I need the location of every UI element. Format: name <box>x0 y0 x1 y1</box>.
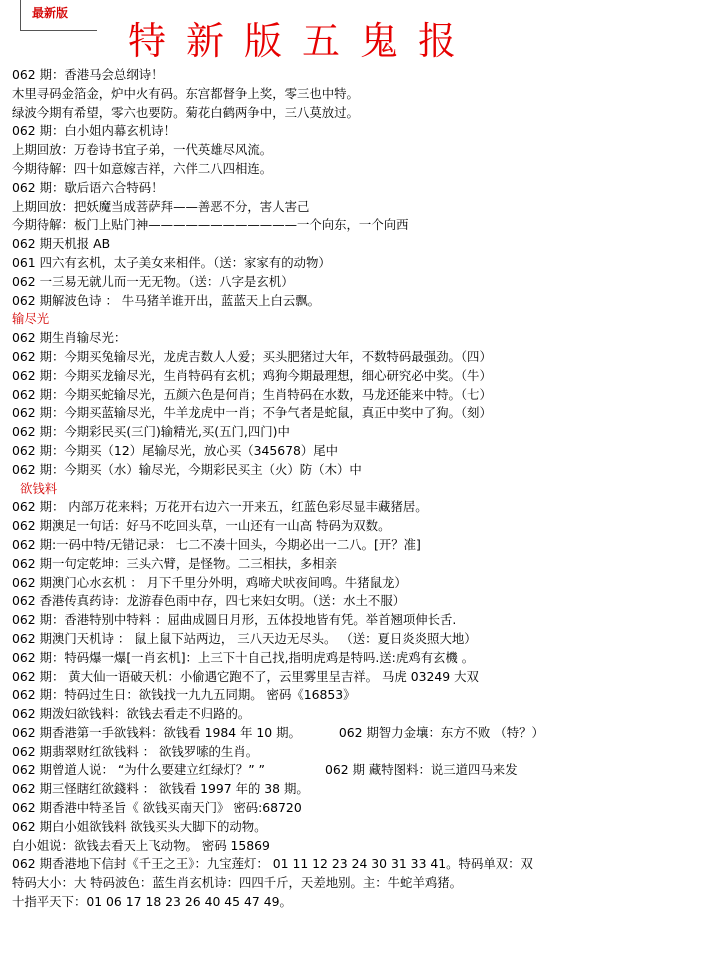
text-line: 062 期:一码中特/无错记录： 七二不凑十回头，今期必出一二八。[开？准] <box>12 536 421 552</box>
text-line: 061 四六有玄机，太子美女来相伴。（送：家家有的动物） <box>12 254 331 270</box>
text-line: 062 一三易无就儿而一无无物。（送：八字是玄机） <box>12 273 294 289</box>
text-line: 062 期泼妇欲钱料：欲钱去看走不归路的。 <box>12 706 251 722</box>
page-header <box>0 0 702 66</box>
text-line: 今期待解：四十如意嫁吉祥，六伴二八四相连。 <box>12 160 273 176</box>
text-line: 062 期：今期买蓝输尽光，牛羊龙虎中一肖；不争气者是蛇鼠，真正中奖中了狗。（刻） <box>12 405 492 421</box>
text-line: 上期回放：把妖魔当成菩萨拜——善恶不分，害人害己 <box>12 198 310 214</box>
text-right: 062 期 藏特图料：说三道四马来发 <box>324 762 518 778</box>
text-line: 062 期：特码过生日：欲钱找一九九五同期。 密码《16853》 <box>12 687 356 703</box>
text-line: 062 期澳足一句话：好马不吃回头草，一山还有一山高 特码为双数。 <box>12 518 391 534</box>
text-line: 062 期：歇后语六合特码！ <box>12 179 164 195</box>
text-line: 062 期：今期买（12）尾输尽光，放心买（345678）尾中 <box>12 442 339 458</box>
page-title: 特新版五鬼报 <box>128 19 477 63</box>
section-heading: 欲钱料 <box>20 480 58 496</box>
text-line: 今期待解：板门上贴门神————————————一个向东，一个向西 <box>12 217 409 233</box>
text-right: 062 期智力金壤：东方不败 （特？） <box>338 724 544 740</box>
text-line: 062 期澳门天机诗 ： 鼠上鼠下站两边， 三八天边无尽头。 （送：夏日炎炎照大地） <box>12 630 477 646</box>
text-line-pair <box>12 724 698 743</box>
text-line: 062 期香港地下信封《千王之王》：九宝莲灯： 01 11 12 23 24 30 31 33 41。特码单双：双 <box>12 856 533 872</box>
version-tag: 最新版 <box>32 6 69 20</box>
section-heading: 输尽光 <box>12 311 50 327</box>
text-line: 062 期一句定乾坤：三头六臂，是怪物。二三相扶，多相亲 <box>12 555 337 571</box>
text-line: 062 期天机报 AB <box>12 236 111 252</box>
text-line: 十指平天下：01 06 17 18 23 26 40 45 47 49。 <box>12 894 292 910</box>
text-line: 062 期： 内部万花来料；万花开右边六一开来五，红蓝色彩尽显丰藏猪居。 <box>12 499 428 515</box>
text-line: 062 期：白小姐内幕玄机诗！ <box>12 123 176 139</box>
text-line: 062 期：今期买（水）输尽光，今期彩民买主（火）防（木）中 <box>12 461 362 477</box>
text-line: 062 期： 黄大仙一语破天机：小偷遇它跑不了，云里雾里呈吉祥。 马虎 03249 大双 <box>12 668 479 684</box>
text-line: 上期回放：万卷诗书宜子弟，一代英雄尽风流。 <box>12 142 273 158</box>
text-line: 062 期：今期买兔输尽光，龙虎吉数人人爱；买头肥猪过大年，不数特码最强劲。（四） <box>12 348 492 364</box>
article-body <box>12 66 698 912</box>
text-line: 白小姐说：欲钱去看天上飞动物。 密码 15869 <box>12 837 270 853</box>
text-line: 绿波今期有希望，零六也要防。菊花白鹤两争中，三八莫放过。 <box>12 104 359 120</box>
text-line: 062 香港传真药诗：龙游春色雨中存，四七来妇女明。（送：水土不服） <box>12 593 406 609</box>
text-line: 062 期：香港特别中特料 ：屈曲成圆日月形，五体投地皆有凭。举首翘项伸长舌. <box>12 612 457 628</box>
text-line: 062 期白小姐欲钱料 欲钱买头大脚下的动物。 <box>12 818 267 834</box>
text-line: 062 期生肖输尽光： <box>12 330 127 346</box>
text-line: 特码大小：大 特码波色：蓝生肖玄机诗：四四千斤，天差地别。主：牛蛇羊鸡猪。 <box>12 875 463 891</box>
text-line: 062 期三怪瞎红欲錢料 ： 欲钱看 1997 年的 38 期。 <box>12 781 309 797</box>
text-line: 062 期：今期彩民买(三门)输精光,买(五门,四门)中 <box>12 424 290 440</box>
text-line: 062 期：今期买蛇输尽光，五颜六色是何肖；生肖特码在水数，马龙还能来中特。（七） <box>12 386 492 402</box>
text-line-pair <box>12 761 698 780</box>
text-line: 062 期：今期买龙输尽光，生肖特码有玄机；鸡狗今期最理想，细心研究必中奖。（牛） <box>12 367 492 383</box>
text-line: 062 期香港中特圣旨《 欲钱买南天门》 密码:68720 <box>12 800 302 816</box>
text-left: 062 期香港第一手欲钱料：欲钱看 1984 年 10 期。 <box>12 724 301 740</box>
text-left: 062 期曾道人说： “为什么要建立红绿灯？” ” <box>12 762 265 778</box>
text-line: 木里寻码金箔金，炉中火有码。东宫都督争上奖，零三也中特。 <box>12 85 359 101</box>
text-line: 062 期：特码爆一爆[一肖玄机]：上三下十自己找,指明虎鸡是特吗.送:虎鸡有玄機 。 <box>12 649 475 665</box>
text-line: 062 期解波色诗 ： 牛马猪羊谁开出，蓝蓝天上白云飘。 <box>12 292 321 308</box>
text-line: 062 期澳门心水玄机 ： 月下千里分外明，鸡啼犬吠夜间鸣。牛猪鼠龙） <box>12 574 407 590</box>
text-line: 062 期翡翠财红欲钱料 ： 欲钱罗嗦的生肖。 <box>12 743 259 759</box>
text-line: 062 期：香港马会总纲诗！ <box>12 67 164 82</box>
